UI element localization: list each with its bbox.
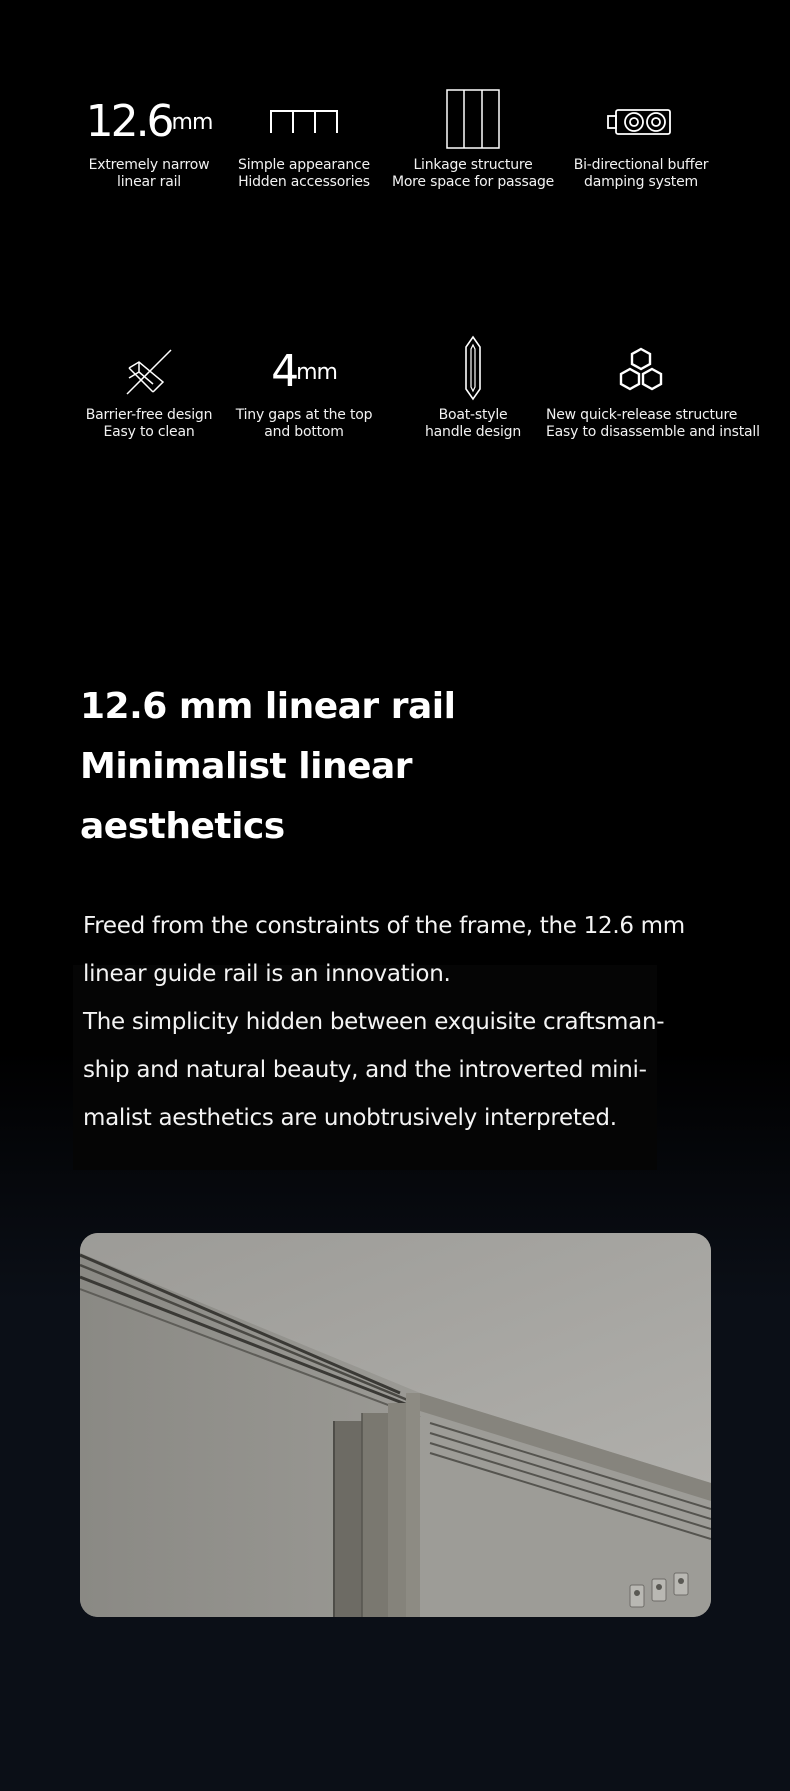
feature-linkage-structure xyxy=(378,87,568,191)
rail-illustration xyxy=(80,1233,711,1617)
buffer-damping-icon xyxy=(546,87,736,157)
feature-label: Easy to disassemble and install xyxy=(546,424,760,440)
description-line: linear guide rail is an innovation. xyxy=(83,961,451,987)
section-headline xyxy=(80,677,600,857)
feature-hidden-accessories xyxy=(209,87,399,191)
feature-label: Bi-directional buffer xyxy=(573,157,709,173)
feature-label: Simple appearance xyxy=(238,157,370,173)
feature-label: More space for passage xyxy=(391,174,555,190)
feature-boat-handle xyxy=(378,337,568,441)
headline-line: Minimalist linear xyxy=(80,746,413,787)
feature-label: Extremely narrow xyxy=(88,157,210,173)
feature-label: and bottom xyxy=(264,424,344,440)
description-line: ship and natural beauty, and the introverted mini- xyxy=(83,1057,647,1083)
feature-tiny-gaps xyxy=(209,337,399,441)
feature-label: linear rail xyxy=(117,174,181,190)
description-line: malist aesthetics are unobtrusively interpreted. xyxy=(83,1105,617,1131)
headline-line: 12.6 mm linear rail xyxy=(80,686,456,727)
description-line: Freed from the constraints of the frame, the 12.6 mm xyxy=(83,913,685,939)
feature-label: Tiny gaps at the top xyxy=(235,407,373,423)
4mm-gap-icon: 4 mm xyxy=(271,346,337,397)
feature-buffer-damping xyxy=(546,87,736,191)
quick-release-icon xyxy=(546,337,736,407)
feature-label: Hidden accessories xyxy=(238,174,370,190)
feature-label: New quick-release structure xyxy=(546,407,738,423)
feature-label: damping system xyxy=(584,174,698,190)
headline-line: aesthetics xyxy=(80,806,285,847)
linkage-structure-icon xyxy=(378,87,568,151)
feature-label: Easy to clean xyxy=(103,424,195,440)
feature-quick-release xyxy=(546,337,760,441)
feature-label: Linkage structure xyxy=(413,157,533,173)
12.6mm-rail-icon: 12.6 mm xyxy=(85,96,213,147)
feature-label: Boat-style xyxy=(438,407,508,423)
boat-handle-icon xyxy=(378,335,568,401)
description-line: The simplicity hidden between exquisite craftsman- xyxy=(83,1009,665,1035)
hidden-accessories-icon xyxy=(209,87,399,157)
product-photo-rail xyxy=(80,1233,711,1617)
feature-label: handle design xyxy=(424,424,521,440)
description-text xyxy=(83,902,723,1142)
feature-label: Barrier-free design xyxy=(85,407,213,423)
